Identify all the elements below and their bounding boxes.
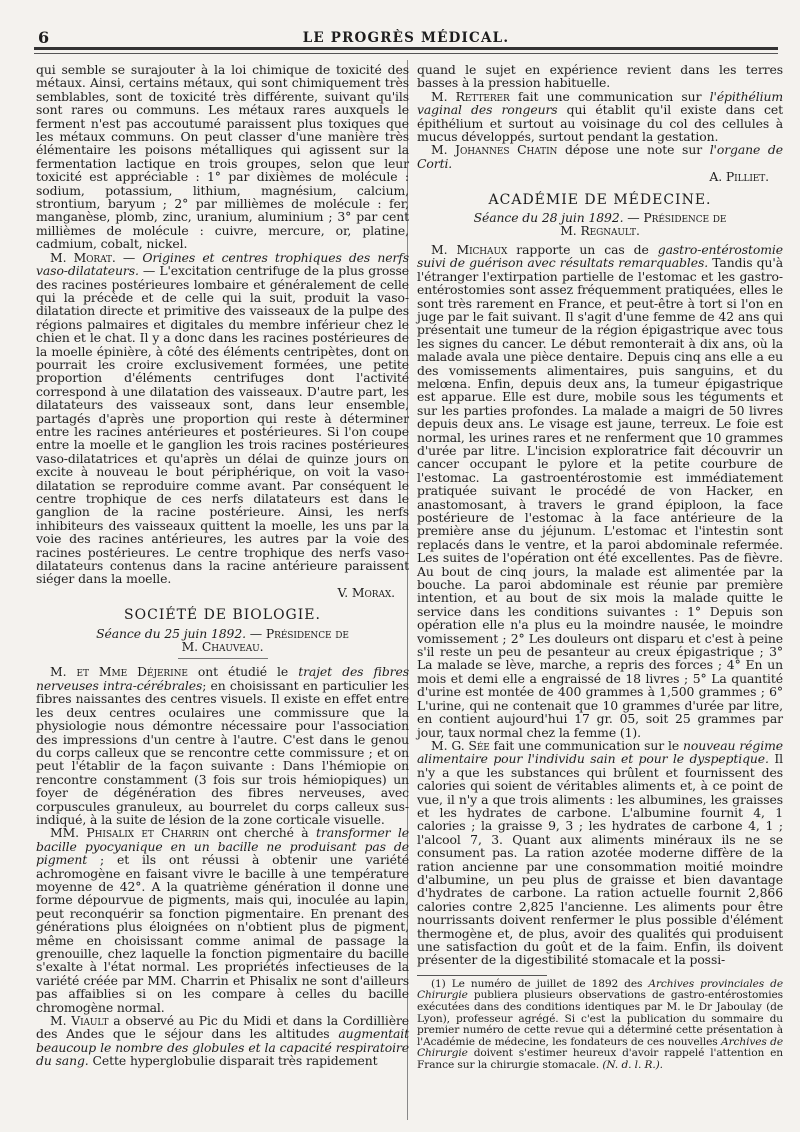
- session-date: Séance du 25 juin 1892.: [96, 625, 246, 641]
- left-column: [36, 63, 409, 1068]
- paragraph-text: dépose une note sur: [557, 142, 710, 158]
- author-name: M. Johannes Chatin: [431, 142, 558, 158]
- paragraph: [36, 826, 409, 1014]
- paragraph-text: qui établit qu'il existe dans cet épithélium et surtout au voisinage du col des cellules à mucus développés, surtout pendant la gestation.: [417, 102, 783, 145]
- paragraph-text: Il n'y a que les substances qui brûlent et fournissent des calories qui soient de véritables aliments et, à ce point de vue, il n'y a que trois aliments : les albumines, les graisses et les hydrates de carbone. L'albumine fournit 4, 1 calories ; la graisse 9, 3 ; les hydrates de carbone 4, 1 ; l'alcool 7, 3. Quant aux aliments minéraux ils ne se consument pas. La ration azotée moderne diffère de la ration ancienne par une consommation moitié moindre d'albumine, un peu plus de graisse et bien davantage d'hydrates de carbone. La ration actuelle fournit 2,866 calories contre 2,825 l'ancienne. Les aliments pour être nourrissants doivent renfermer le plus possible d'élément thermogène et, de plus, avoir des qualités qui produisent une satisfaction du goût et de la faim. Enfin, ils doivent présenter de la digestibilité stomacale et la possi-: [417, 751, 783, 968]
- footnote-text: publiera plusieurs observations de gastro-entérostomies exécutées dans des conditions identiques par M. le Dr Jaboulay (de Lyon), professeur agrégé. Si c'est la publication du sommaire du premier numéro de cette revue qui a déterminé cette présentation à l'Académie de médecine, les fondateurs de ces nouvelles: [417, 989, 783, 1048]
- author-name: M. et Mme Déjerine: [50, 664, 188, 680]
- dash: —: [115, 249, 143, 265]
- footnote-rule: [417, 975, 547, 976]
- presidence-label: — Présidence de: [627, 210, 727, 226]
- journal-title: LE PROGRÈS MÉDICAL.: [302, 30, 510, 46]
- article-title: Origines et centres trophiques des nerfs vaso-dilatateurs.: [36, 249, 409, 279]
- paragraph: [417, 739, 783, 967]
- footnote-text: doivent s'estimer heureux d'avoir rappelé l'attention en France sur la chirurgie stomacale.: [417, 1047, 783, 1071]
- paragraph-text: rapporte un cas de: [507, 241, 658, 257]
- author-name: M. G. Sée: [431, 737, 490, 753]
- paragraph-text: ; et ils ont réussi à obtenir une variété achromogène en faisant vivre le bacille à une température moyenne de 42°. A la quatrième génération il donne une forme dépourvue de pigments, mais qui, inoculée au lapin, peut reconquérir sa fonction pigmentaire. En prenant des générations plus éloignées on n'obtient plus de pigment, même en choisissant comme animal de passage la grenouille, chez laquelle la fonction pigmentaire du bacille s'exalte à l'état normal. Les propriétés infectieuses de la variété créée par MM. Charrin et Phisalix ne sont d'ailleurs pas affaiblies si on les compare à celles du bacille chromogène normal.: [36, 852, 409, 1015]
- paragraph-text: ; en choisissant en particulier les fibres naissantes des centres visuels. Il existe en effet entre les deux centres oculaires une commissure que la physiologie nous démontre nécessaire pour l'association des impressions d'un centre à l'autre. C'est dans le genou du corps calleux que se rencontre cette commissure ; et on peut l'établir de la façon suivante : Dans l'hémiopie on rencontre constamment (3 fois sur trois hémiopiques) un foyer de dégénération des fibres nerveuses, avec corpuscules granuleux, au bourrelet du corps calleux sus-indiqué, à la suite de lésion de la zone corticale visuelle.: [36, 677, 410, 827]
- paragraph-text: ont cherché à: [209, 825, 316, 841]
- paragraph: quand le sujet en expérience revient dans les terres basses à la pression habituelle.: [417, 62, 783, 91]
- right-column: [417, 63, 783, 1072]
- article-title: trajet des fibres nerveuses intra-cérébrales: [36, 664, 409, 693]
- article-title: l'épithélium vaginal des rongeurs: [417, 88, 783, 118]
- page-number: 6: [38, 28, 50, 47]
- paragraph: [417, 143, 783, 170]
- section-title: ACADÉMIE DE MÉDECINE.: [488, 191, 712, 208]
- paragraph-text: ont étudié le: [187, 664, 299, 680]
- paragraph: [36, 665, 409, 826]
- footnote: [417, 979, 783, 1072]
- separator: [178, 658, 268, 659]
- session-date: Séance du 28 juin 1892.: [473, 210, 624, 226]
- header-rule-thick: [34, 47, 778, 50]
- author-name: M. Retterer: [431, 88, 510, 104]
- paragraph-text: Cette hyperglobulie disparait très rapidement: [88, 1053, 378, 1069]
- article-title: augmentait beaucoup le nombre des globules et la capacité respiratoire du sang.: [36, 1026, 409, 1069]
- president-name: M. Chauveau.: [181, 639, 264, 655]
- session-line: [417, 211, 783, 224]
- footnote-journal-title: Archives provinciales de Chirurgie: [417, 977, 783, 1002]
- footnote-signature: (N. d. l. R.).: [602, 1058, 663, 1071]
- paragraph-text: Tandis qu'à l'étranger l'extirpation partielle de l'estomac et les gastro-entérostomies sont assez fréquemment pratiquées, elles le sont très rarement en France, et peut-être à tort si l'on en juge par le fait suivant. Il s'agit d'une femme de 42 ans qui présentait une tumeur de la région épigastrique avec tous les signes du cancer. Le début remonterait à dix ans, où la malade avala une pièce dentaire. Depuis cinq ans elle a eu des vomissements alimentaires, puis sanguins, et du melœna. Enfin, depuis deux ans, la tumeur épigastrique est apparue. Elle est dure, mobile sous les téguments et sur les parties profondes. La malade a maigri de 50 livres depuis deux ans. Le visage est jaune, terreux. Le foie est normal, les urines rares et ne renferment que 10 grammes d'urée par litre. L'incision exploratrice fait découvrir un cancer occupant le pylore et la petite courbure de l'estomac. La gastroentérostomie est immédiatement pratiquée suivant le procédé de von Hacker, en anastomosant, à travers le grand épiploon, la face postérieure de l'estomac à la face antérieure de la première anse du jéjunum. L'estomac et l'intestin sont replacés dans le ventre, et la paroi abdominale refermée. Les suites de l'opération ont été excellentes. Pas de fièvre. Au bout de cinq jours, la malade est alimentée par la bouche. La paroi abdominale est réunie par première intention, et au bout de six mois la malade quitte le service dans les conditions suivantes : 1° Depuis son opération elle n'a plus eu la moindre nausée, le moindre vomissement ; 2° Les douleurs ont disparu et c'est à peine s'il reste un peu de pesanteur au creux épigastrique ; 3° La malade se lève, marche, a repris des forces ; 4° En un mois et demi elle a engraissé de 18 livres ; 5° La quantité d'urine est montée de 400 grammes à 1,500 grammes ; 6° L'urine, qui ne contenait que 10 grammes d'urée par litre, en contient aujourd'hui 17 gr. 05, soit 25 grammes par jour, taux normal chez la femme (1).: [417, 255, 783, 740]
- presidence-label: — Présidence de: [249, 625, 349, 641]
- signature-text: V. Morax.: [337, 584, 395, 600]
- article-title: transformer le bacille pyocyanique en un bacille ne produisant pas de pigment: [36, 825, 409, 868]
- article-title: nouveau régime alimentaire pour l'individu sain et pour le dyspeptique.: [417, 737, 783, 767]
- paragraph-text: fait une communication sur le: [489, 737, 684, 753]
- footnote-journal-title: Archives de Chirurgie: [417, 1035, 783, 1060]
- footnote-text: (1) Le numéro de juillet de 1892 des: [431, 977, 649, 990]
- paragraph: qui semble se surajouter à la loi chimique de toxicité des métaux. Ainsi, certains métaux, qui sont chimiquement très semblables, sont de toxicité très différente, suivant qu'ils sont rares ou communs. Les métaux rares auxquels le ferment n'est pas accoutumé paraissent plus toxiques que les métaux communs. On peut classer d'une manière très élémentaire les poisons métalliques qui agissent sur la fermentation lactique en trois groupes, selon que leur toxicité est appréciable : 1° par dixièmes de molécule : sodium, potassium, lithium, magnésium, calcium, strontium, baryum ; 2° par millièmes de molécule : fer, manganèse, plomb, zinc, uranium, aluminium ; 3° par cent millièmes de molécule : cuivre, mercure, or, platine, cadmium, cobalt, nickel.: [36, 62, 409, 252]
- paragraph-text: — L'excitation centrifuge de la plus grosse des racines postérieures lombaire et généralement de celle qui la précède et de celle qui la suit, produit la vaso-dilatation directe et primitive des vaisseaux de la pulpe des régions palmaires et digitales du membre inférieur chez le chien et le chat. Il y a donc dans les racines postérieures de la moelle épinière, à côté des éléments centripètes, dont on pourrait les croire exclusivement formées, une petite proportion d'éléments centrifuges dont l'activité correspond à une dilatation des vaisseaux. D'autre part, les dilatateurs des vaisseaux sont, dans leur ensemble, partagés d'après une proportion qui reste à déterminer entre les racines antérieures et postérieures. Si l'on coupe entre la moelle et le ganglion les trois racines postérieures vaso-dilatatrices et qu'après un délai de quinze jours on excite à nouveau le bout périphérique, on voit la vaso-dilatation se reproduire comme avant. Par conséquent le centre trophique de ces nerfs dilatateurs est dans le ganglion de la racine postérieure. Ainsi, les nerfs inhibiteurs des vaisseaux quittent la moelle, les uns par la voie des racines antérieures, les autres par la voie des racines postérieures. Le centre trophique des nerfs vaso-dilatateurs contenus dans la racine antérieure paraissent siéger dans la moelle.: [36, 263, 409, 587]
- paragraph: [36, 251, 409, 586]
- paragraph: [417, 243, 783, 739]
- paragraph: [36, 1014, 409, 1068]
- author-name: M. Viault: [50, 1013, 109, 1029]
- signature-text: A. Pilliet.: [709, 169, 769, 185]
- author-name: MM. Phisalix et Charrin: [50, 825, 210, 841]
- paragraph-text: fait une communication sur: [509, 88, 710, 104]
- session-line: [36, 627, 409, 640]
- president-name: M. Regnault.: [560, 223, 640, 239]
- signature: [36, 586, 409, 599]
- author-name: M. Michaux: [431, 241, 508, 257]
- article-title: l'organe de Corti.: [417, 142, 783, 171]
- section-title: SOCIÉTÉ DE BIOLOGIE.: [124, 607, 321, 624]
- paragraph-text: a observé au Pic du Midi et dans la Cordillière des Andes que le séjour dans les altitudes: [36, 1013, 410, 1042]
- signature: [417, 170, 783, 183]
- paragraph: [417, 90, 783, 144]
- header-rule-thin: [34, 53, 778, 54]
- page-header: [34, 26, 778, 48]
- author-name: M. Morat.: [50, 249, 116, 265]
- article-title: gastro-entérostomie suivi de guérison avec résultats remarquables.: [417, 241, 783, 271]
